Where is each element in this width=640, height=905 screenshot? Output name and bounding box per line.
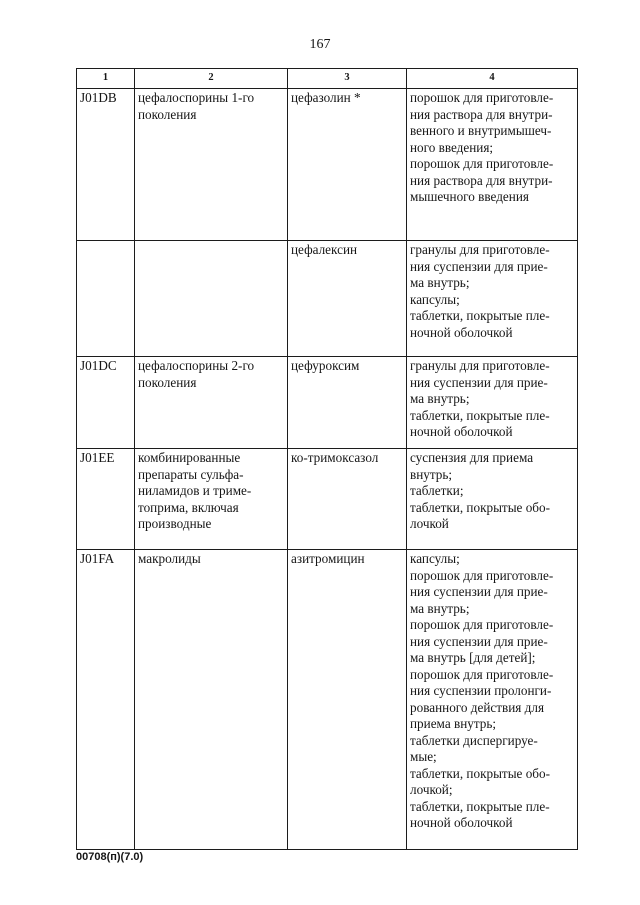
dosage-form-line: таблетки, покрытые пле- bbox=[410, 407, 550, 423]
dosage-form-line: ма внутрь; bbox=[410, 275, 470, 290]
dosage-form-line: ния раствора для внутри- bbox=[410, 106, 553, 122]
atc-code-cell: J01DB bbox=[77, 89, 135, 241]
table-header-row bbox=[77, 69, 578, 89]
dosage-form-line: ния суспензии для прие- bbox=[410, 374, 548, 390]
dosage-form-line: капсулы; bbox=[410, 291, 460, 307]
dosage-form-line: капсулы; bbox=[410, 551, 460, 566]
dosage-form-line: гранулы для приготовле- bbox=[410, 358, 550, 373]
drug-group-cell: цефалоспорины 1-го поколения bbox=[135, 89, 288, 241]
table-row bbox=[77, 449, 578, 550]
dosage-form-line: гранулы для приготовле- bbox=[410, 242, 550, 257]
dosage-form-line: ма внутрь; bbox=[410, 391, 470, 406]
dosage-form-line: ния суспензии для прие- bbox=[410, 584, 548, 599]
dosage-form-line: порошок для приготовле- bbox=[410, 567, 554, 583]
column-header-1: 1 bbox=[77, 69, 135, 89]
medication-table bbox=[76, 68, 578, 850]
drug-group-cell bbox=[135, 241, 288, 357]
dosage-form-line: ния суспензии для прие- bbox=[410, 258, 548, 274]
table-row bbox=[77, 357, 578, 449]
dosage-form-line: лочкой bbox=[410, 516, 449, 531]
dosage-form-line: порошок для приготовле- bbox=[410, 617, 554, 632]
dosage-form-line: внутрь; bbox=[410, 466, 453, 482]
drug-name-cell: цефуроксим bbox=[288, 357, 407, 449]
drug-group-cell: комбинированные препараты сульфа-ниламидов и тримe-топрима, включая производные bbox=[135, 449, 288, 550]
table-row bbox=[77, 241, 578, 357]
dosage-form-line: таблетки; bbox=[410, 483, 464, 498]
dosage-form-line: таблетки, покрытые обо- bbox=[410, 499, 550, 515]
dosage-form-line: порошок для приготовле- bbox=[410, 156, 554, 171]
dosage-forms-cell bbox=[407, 449, 578, 550]
dosage-form-line: порошок для приготовле- bbox=[410, 90, 554, 105]
dosage-form-line: суспензия для приема bbox=[410, 450, 534, 465]
drug-group-cell: макролиды bbox=[135, 550, 288, 850]
table-row bbox=[77, 550, 578, 850]
dosage-form-line: ния раствора для внутри- bbox=[410, 172, 553, 188]
dosage-form-line: таблетки, покрытые пле- bbox=[410, 308, 550, 323]
dosage-forms-cell bbox=[407, 357, 578, 449]
drug-name-cell: ко-тримоксазол bbox=[288, 449, 407, 550]
dosage-form-line: мые; bbox=[410, 749, 437, 764]
atc-code-cell: J01DC bbox=[77, 357, 135, 449]
drug-name-cell: азитромицин bbox=[288, 550, 407, 850]
dosage-form-line: приема внутрь; bbox=[410, 716, 497, 731]
dosage-form-line: ночной оболочкой bbox=[410, 424, 513, 439]
atc-code-cell: J01FA bbox=[77, 550, 135, 850]
dosage-form-line: ночной оболочкой bbox=[410, 815, 513, 830]
dosage-form-line: таблетки, покрытые обо- bbox=[410, 765, 550, 781]
column-header-3: 3 bbox=[288, 69, 407, 89]
drug-name-cell: цефазолин * bbox=[288, 89, 407, 241]
dosage-form-line: рованного действия для bbox=[410, 699, 545, 715]
dosage-form-line: ния суспензии пролонги- bbox=[410, 683, 552, 698]
drug-group-cell: цефалоспорины 2-го поколения bbox=[135, 357, 288, 449]
dosage-form-line: ма внутрь [для детей]; bbox=[410, 650, 536, 665]
document-code: 00708(п)(7.0) bbox=[76, 851, 144, 863]
dosage-form-line: ного введения; bbox=[410, 139, 494, 155]
dosage-form-line: мышечного введения bbox=[410, 189, 529, 204]
dosage-forms-cell bbox=[407, 89, 578, 241]
dosage-form-line: таблетки диспергируе- bbox=[410, 732, 538, 748]
column-header-2: 2 bbox=[135, 69, 288, 89]
dosage-form-line: лочкой; bbox=[410, 782, 453, 797]
atc-code-cell bbox=[77, 241, 135, 357]
dosage-form-line: ния суспензии для прие- bbox=[410, 633, 548, 649]
drug-name-cell: цефалексин bbox=[288, 241, 407, 357]
dosage-form-line: ночной оболочкой bbox=[410, 324, 513, 340]
atc-code-cell: J01EE bbox=[77, 449, 135, 550]
dosage-form-line: венного и внутримышеч- bbox=[410, 123, 552, 138]
dosage-form-line: порошок для приготовле- bbox=[410, 666, 554, 682]
column-header-4: 4 bbox=[407, 69, 578, 89]
dosage-form-line: таблетки, покрытые пле- bbox=[410, 798, 550, 814]
dosage-forms-cell bbox=[407, 241, 578, 357]
page-number: 167 bbox=[309, 37, 331, 52]
table-row bbox=[77, 89, 578, 241]
dosage-form-line: ма внутрь; bbox=[410, 600, 470, 616]
dosage-forms-cell bbox=[407, 550, 578, 850]
